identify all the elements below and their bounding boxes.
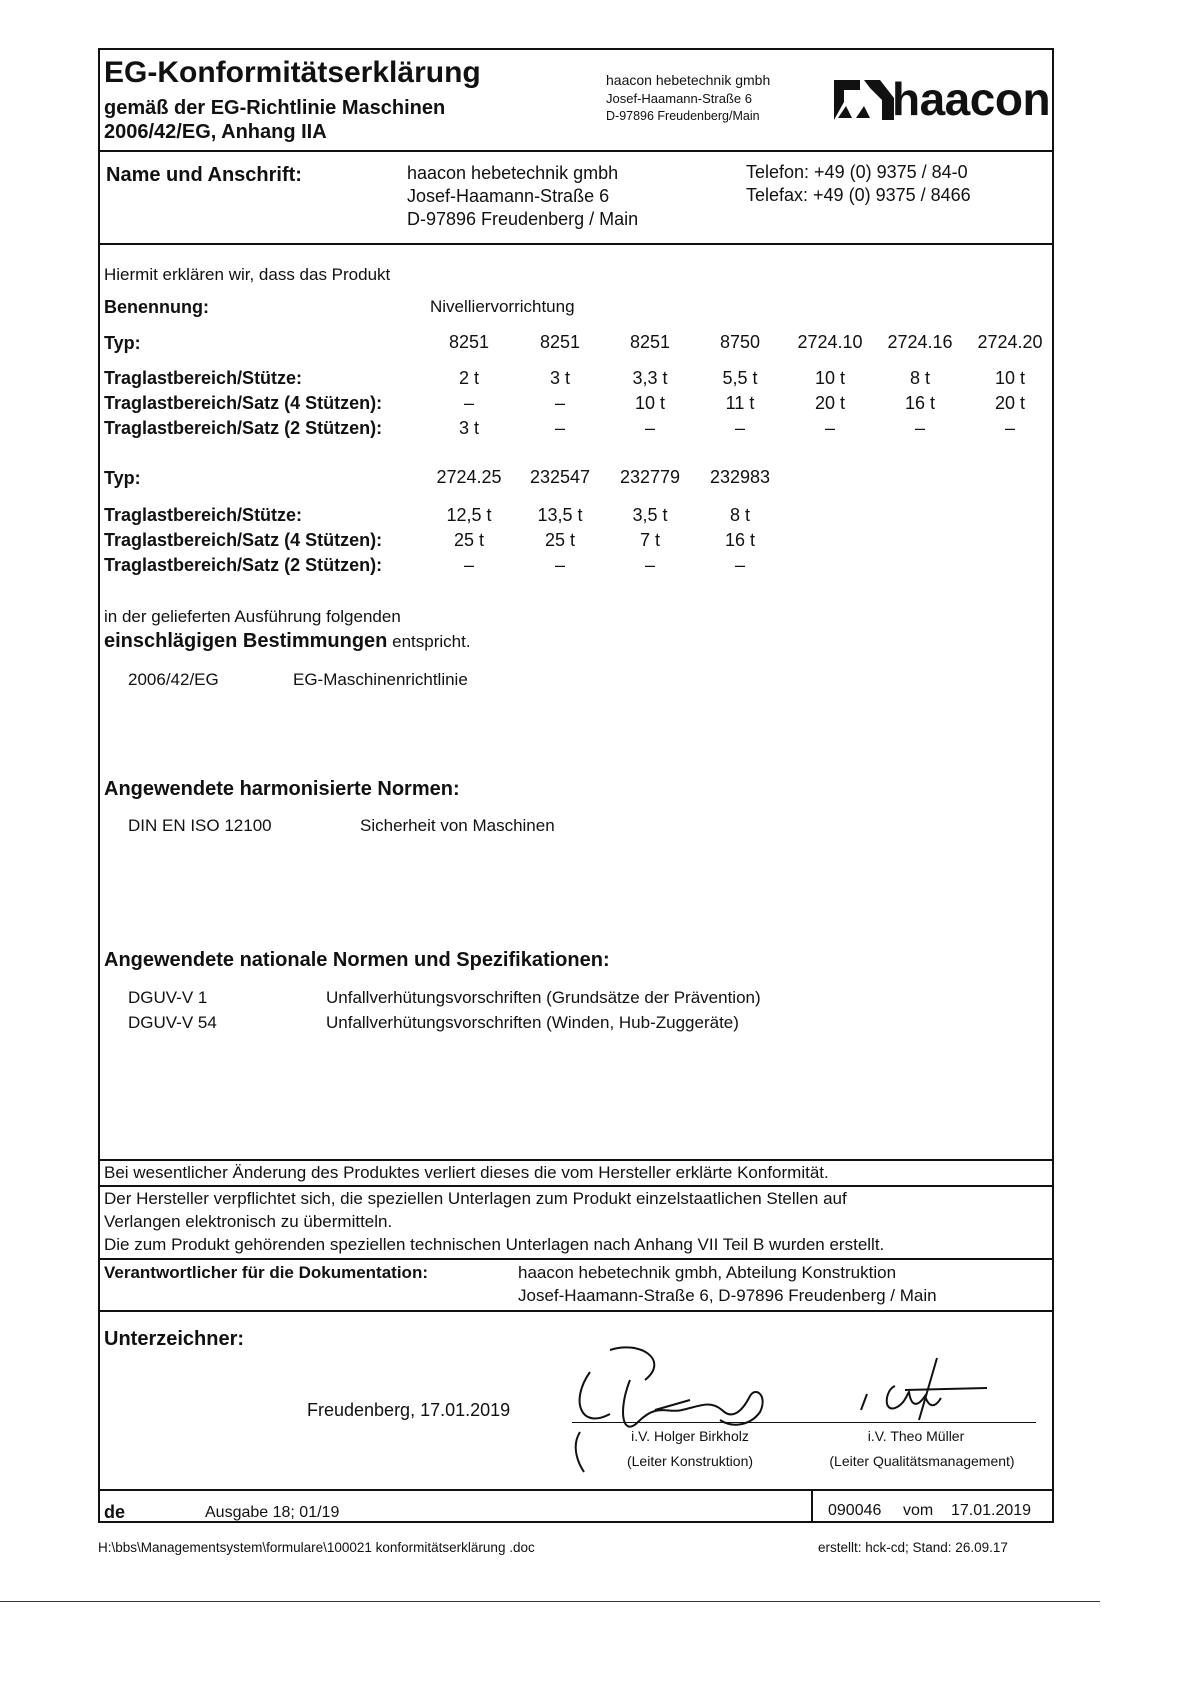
- obligation-line-2: Verlangen elektronisch zu übermitteln.: [104, 1212, 393, 1231]
- signatories-label: Unterzeichner:: [104, 1328, 245, 1350]
- obligation-line-3: Die zum Produkt gehörenden speziellen technischen Unterlagen nach Anhang VII Teil B wurden erstellt.: [104, 1235, 885, 1254]
- set-4-cell: 20 t: [814, 393, 846, 413]
- document-subtitle-1: gemäß der EG-Richtlinie Maschinen: [104, 97, 446, 119]
- set-4-cell: 7 t: [639, 530, 660, 550]
- per-support-cell: 13,5 t: [537, 505, 583, 525]
- signatory-2-name: i.V. Theo Müller: [867, 1428, 965, 1444]
- haacon-logo-text: haacon: [892, 73, 1051, 125]
- set-4-cell: –: [463, 393, 474, 413]
- per-support-cell: 10 t: [994, 368, 1026, 388]
- divider: [98, 1310, 1054, 1312]
- set-4-cell: 25 t: [544, 530, 576, 550]
- type-cell: 2724.16: [887, 332, 953, 352]
- set-4-cell: 25 t: [453, 530, 485, 550]
- divider: [98, 1489, 1054, 1491]
- document-subtitle-2: 2006/42/EG, Anhang IIA: [104, 121, 327, 143]
- national-name-1: Unfallverhütungsvorschriften (Grundsätze der Prävention): [326, 988, 761, 1007]
- edition: Ausgabe 18; 01/19: [205, 1504, 340, 1521]
- type-cell: 8251: [539, 332, 581, 352]
- provisions-bold: einschlägigen Bestimmungen: [104, 630, 388, 652]
- type-cell: 232983: [709, 467, 771, 487]
- language-code: de: [104, 1502, 126, 1522]
- row-label-set-4: Traglastbereich/Satz (4 Stützen):: [104, 530, 383, 550]
- header-company-city: D-97896 Freudenberg/Main: [606, 109, 760, 123]
- set-2-cell: –: [734, 418, 745, 438]
- document-date: 17.01.2019: [951, 1502, 1032, 1519]
- set-4-cell: 16 t: [904, 393, 936, 413]
- address-line-2: Josef-Haamann-Straße 6: [407, 186, 610, 206]
- divider: [98, 1185, 1054, 1187]
- type-cell: 8251: [448, 332, 490, 352]
- row-label-set-2: Traglastbereich/Satz (2 Stützen):: [104, 418, 383, 438]
- documentation-label: Verantwortlicher für die Dokumentation:: [104, 1263, 428, 1282]
- type-cell: 232779: [619, 467, 681, 487]
- type-cell: 8251: [629, 332, 671, 352]
- divider: [98, 150, 1054, 152]
- phone-number: Telefon: +49 (0) 9375 / 84-0: [746, 162, 968, 182]
- type-cell: 8750: [719, 332, 761, 352]
- haacon-logo: [834, 80, 894, 125]
- set-2-cell: –: [914, 418, 925, 438]
- directive-code: 2006/42/EG: [128, 670, 219, 689]
- set-2-cell: –: [824, 418, 835, 438]
- set-2-cell: 3 t: [458, 418, 479, 438]
- document-vom: vom: [903, 1502, 934, 1519]
- divider: [98, 1258, 1054, 1260]
- declaration-intro: Hiermit erklären wir, dass das Produkt: [104, 265, 391, 284]
- type-cell: 2724.10: [797, 332, 863, 352]
- per-support-cell: 3,5 t: [632, 505, 668, 525]
- signature-line: [572, 1422, 1036, 1423]
- harmonised-name: Sicherheit von Maschinen: [360, 816, 555, 835]
- designation-label: Benennung:: [104, 297, 209, 317]
- provisions-line: [104, 630, 471, 653]
- set-2-cell: –: [734, 555, 745, 575]
- row-label-set-4: Traglastbereich/Satz (4 Stützen):: [104, 393, 383, 413]
- haacon-logo-icon: [834, 80, 894, 120]
- set-2-cell: –: [554, 418, 565, 438]
- set-2-cell: –: [554, 555, 565, 575]
- fax-number: Telefax: +49 (0) 9375 / 8466: [746, 185, 971, 205]
- set-4-cell: 11 t: [725, 393, 755, 413]
- per-support-cell: 3 t: [549, 368, 570, 388]
- page-edge-line: [0, 1601, 1100, 1602]
- type-cell: 2724.20: [977, 332, 1043, 352]
- type-cell: 2724.25: [436, 467, 502, 487]
- national-name-2: Unfallverhütungsvorschriften (Winden, Hub-Zuggeräte): [326, 1013, 739, 1032]
- signatory-1-role: (Leiter Konstruktion): [626, 1453, 754, 1469]
- signatory-1-name: i.V. Holger Birkholz: [631, 1428, 749, 1444]
- per-support-cell: 2 t: [458, 368, 479, 388]
- type-cell: 232547: [529, 467, 591, 487]
- file-path: H:\bbs\Managementsystem\formulare\100021 konformitätserklärung .doc: [98, 1540, 535, 1555]
- document-number: 090046: [828, 1502, 882, 1519]
- set-4-cell: 10 t: [634, 393, 666, 413]
- divider: [811, 1489, 813, 1523]
- row-label-set-2: Traglastbereich/Satz (2 Stützen):: [104, 555, 383, 575]
- designation-value: Nivelliervorrichtung: [430, 297, 575, 316]
- address-line-3: D-97896 Freudenberg / Main: [407, 209, 639, 229]
- obligation-line-1: Der Hersteller verpflichtet sich, die speziellen Unterlagen zum Produkt einzelstaatlichen Stellen auf: [104, 1189, 847, 1208]
- address-line-1: haacon hebetechnik gmbh: [407, 163, 619, 183]
- set-4-cell: –: [554, 393, 565, 413]
- header-company-street: Josef-Haamann-Straße 6: [606, 91, 752, 106]
- set-4-cell: 20 t: [994, 393, 1026, 413]
- provisions-rest: entspricht.: [387, 632, 471, 651]
- per-support-cell: 3,3 t: [632, 368, 668, 388]
- created-info: erstellt: hck-cd; Stand: 26.09.17: [818, 1540, 1008, 1555]
- per-support-cell: 5,5 t: [722, 368, 758, 388]
- harmonised-code: DIN EN ISO 12100: [128, 816, 272, 835]
- delivered-text: in der gelieferten Ausführung folgenden: [104, 607, 401, 626]
- set-2-cell: –: [463, 555, 474, 575]
- row-label-per-support: Traglastbereich/Stütze:: [104, 368, 303, 388]
- national-code-1: DGUV-V 1: [128, 988, 208, 1007]
- set-4-cell: 16 t: [724, 530, 756, 550]
- per-support-cell: 8 t: [909, 368, 930, 388]
- divider: [98, 243, 1054, 245]
- row-label-per-support: Traglastbereich/Stütze:: [104, 505, 303, 525]
- documentation-line-2: Josef-Haamann-Straße 6, D-97896 Freudenberg / Main: [518, 1286, 937, 1305]
- header-company-name: haacon hebetechnik gmbh: [606, 72, 771, 88]
- signatory-2-role: (Leiter Qualitätsmanagement): [829, 1453, 1015, 1469]
- divider: [98, 1159, 1054, 1161]
- per-support-cell: 10 t: [814, 368, 846, 388]
- address-label: Name und Anschrift:: [106, 164, 302, 186]
- per-support-cell: 12,5 t: [446, 505, 492, 525]
- per-support-cell: 8 t: [729, 505, 750, 525]
- set-2-cell: –: [644, 555, 655, 575]
- directive-name: EG-Maschinenrichtlinie: [293, 670, 468, 689]
- national-heading: Angewendete nationale Normen und Spezifikationen:: [104, 949, 610, 971]
- place-date: Freudenberg, 17.01.2019: [307, 1400, 511, 1420]
- change-notice: Bei wesentlicher Änderung des Produktes verliert dieses die vom Hersteller erklärte Konformität.: [104, 1163, 829, 1182]
- signature-theo-mueller: [855, 1350, 1005, 1430]
- document-title: EG-Konformitätserklärung: [104, 56, 481, 89]
- set-2-cell: –: [644, 418, 655, 438]
- harmonised-heading: Angewendete harmonisierte Normen:: [104, 778, 460, 800]
- type-label: Typ:: [104, 468, 141, 488]
- set-2-cell: –: [1004, 418, 1015, 438]
- type-label: Typ:: [104, 333, 141, 353]
- national-code-2: DGUV-V 54: [128, 1013, 217, 1032]
- documentation-line-1: haacon hebetechnik gmbh, Abteilung Konstruktion: [518, 1263, 897, 1282]
